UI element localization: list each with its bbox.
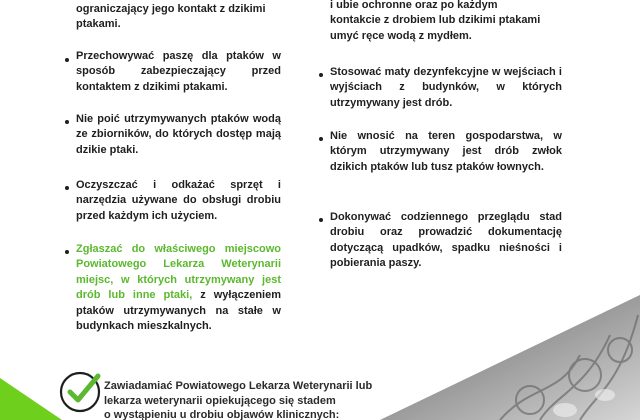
right-item-2 xyxy=(330,129,562,175)
left-item-0 xyxy=(76,2,281,33)
notice-line-2: lekarza weterynarii opiekującego się stadem xyxy=(104,394,336,407)
left-item-1 xyxy=(76,49,281,95)
notice-line-3: o wystąpieniu u drobiu objawów klinicznych: xyxy=(104,409,340,420)
bullet-dot-icon xyxy=(65,186,69,190)
decorative-photo xyxy=(380,295,640,420)
right-item-2-text: Nie wnosić na teren gospodarstwa, w którym utrzymywany jest drób zwłok dzikich ptaków lub tusz ptaków łownych. xyxy=(330,130,562,173)
left-item-3-text: Oczyszczać i odkażać sprzęt i narzędzia używane do obsługi drobiu przed każdym ich użyciem. xyxy=(76,179,281,222)
left-item-4-green-text: Zgłaszać do właściwego miejscowo Powiatowego Lekarza Weterynarii miejsc, w których utrzymywany jest drób lub inne ptaki, xyxy=(76,243,281,302)
right-item-3 xyxy=(330,210,562,272)
bullet-dot-icon xyxy=(319,137,323,141)
poultry-photo-icon xyxy=(380,295,640,420)
bullet-dot-icon xyxy=(65,120,69,124)
check-circle-icon xyxy=(56,366,104,414)
left-item-4-rest-text: z wyłączeniem ptaków utrzymywanych na stałe w budynkach mieszkalnych. xyxy=(76,289,281,333)
green-corner-triangle xyxy=(0,378,62,420)
left-item-0-line-1: ograniczający jego kontakt z dzikimi xyxy=(76,3,266,15)
left-item-0-line-2: ptakami. xyxy=(76,18,121,31)
bullet-dot-icon xyxy=(65,58,69,62)
left-item-2-text: Nie poić utrzymywanych ptaków wodą ze zbiorników, do których dostęp mają dzikie ptaki. xyxy=(76,113,281,156)
right-item-0-line-1: i ubie ochronne oraz po każdym xyxy=(330,0,498,11)
notice-text xyxy=(104,379,404,420)
right-item-3-text: Dokonywać codziennego przeglądu stad drobiu oraz prowadzić dokumentację dotyczącą upadków, spadku nieśności i pobierania paszy. xyxy=(330,211,562,270)
right-item-0-line-2: kontakcie z drobiem lub dzikimi ptakami xyxy=(330,14,541,27)
left-item-3 xyxy=(76,178,281,224)
right-item-0-line-3: umyć ręce wodą z mydłem. xyxy=(330,29,472,42)
notice-line-1: Zawiadamiać Powiatowego Lekarza Weterynarii lub xyxy=(104,380,373,392)
bullet-dot-icon xyxy=(65,250,69,254)
right-item-1-text: Stosować maty dezynfekcyjne w wejściach i wyjściach z budynków, w których utrzymywany jest drób. xyxy=(330,66,562,109)
right-item-1 xyxy=(330,65,562,111)
bullet-dot-icon xyxy=(319,73,323,77)
left-item-4 xyxy=(76,242,281,334)
left-item-4-text xyxy=(76,242,281,334)
left-item-1-text: Przechowywać paszę dla ptaków w sposób zabezpieczający przed kontaktem z dzikimi ptakami. xyxy=(76,50,281,93)
left-item-2 xyxy=(76,112,281,158)
bullet-dot-icon xyxy=(319,218,323,222)
right-item-0 xyxy=(330,0,562,44)
